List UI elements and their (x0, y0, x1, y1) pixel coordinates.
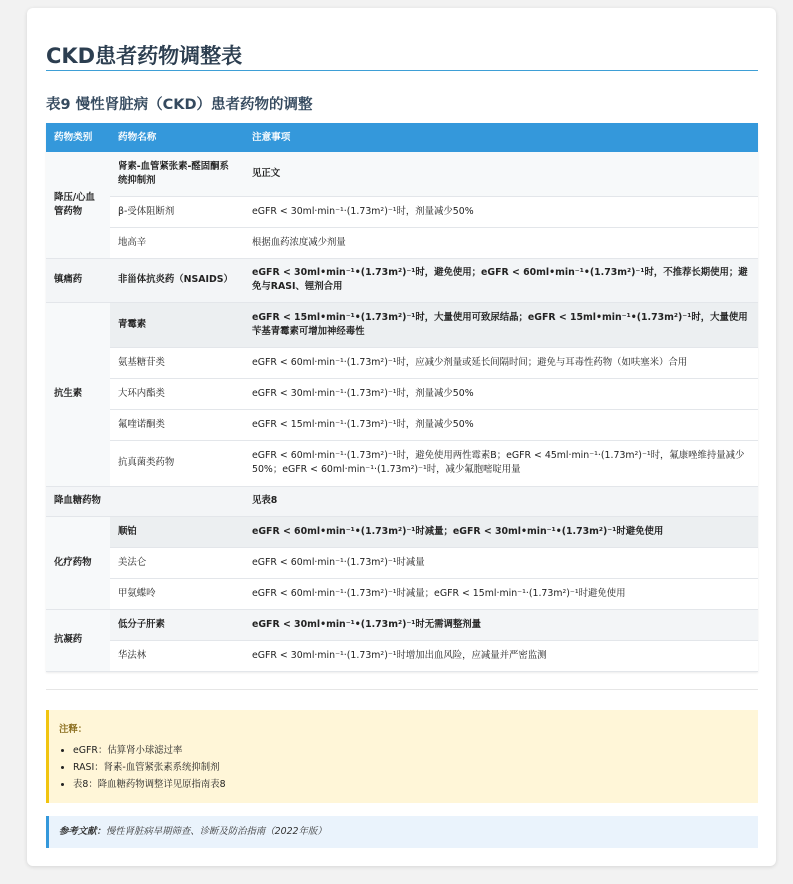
note-cell: 根据血药浓度减少剂量 (244, 227, 758, 258)
header-drug-name: 药物名称 (110, 123, 244, 152)
table-row (46, 516, 758, 547)
drug-name-cell: 顺铂 (110, 516, 244, 547)
drug-name-cell: 美法仑 (110, 547, 244, 578)
note-cell: eGFR < 30ml•min⁻¹•(1.73m²)⁻¹时无需调整剂量 (244, 609, 758, 640)
note-cell: 见正文 (244, 152, 758, 196)
drug-name-cell: 低分子肝素 (110, 609, 244, 640)
category-cell: 降压/心血管药物 (46, 152, 110, 258)
table-row (46, 640, 758, 671)
section-divider (46, 689, 758, 690)
table-row (46, 196, 758, 227)
category-cell: 抗生素 (46, 302, 110, 486)
reference-text: 慢性肾脏病早期筛查、诊断及防治指南（2022年版） (105, 826, 327, 837)
drug-name-cell: 氟喹诺酮类 (110, 409, 244, 440)
table-row (46, 227, 758, 258)
note-cell: eGFR < 15ml•min⁻¹•(1.73m²)⁻¹时，大量使用可致尿结晶；eGFR < 15ml•min⁻¹•(1.73m²)⁻¹时，大量使用苄基青霉素可增加神经毒性 (244, 302, 758, 347)
category-cell: 镇痛药 (46, 258, 110, 302)
notes-title: 注释： (59, 724, 88, 735)
drug-name-cell: 非甾体抗炎药（NSAIDS） (110, 258, 244, 302)
table-row (46, 486, 758, 516)
note-cell: eGFR < 30ml•min⁻¹•(1.73m²)⁻¹时，避免使用；eGFR < 60ml•min⁻¹•(1.73m²)⁻¹时，不推荐长期使用；避免与RASI、锂剂合用 (244, 258, 758, 302)
table-row (46, 347, 758, 378)
content-card (27, 8, 776, 866)
table-row (46, 152, 758, 196)
note-cell: eGFR < 60ml·min⁻¹·(1.73m²)⁻¹时，避免使用两性霉素B；eGFR < 45ml·min⁻¹·(1.73m²)⁻¹时，氟康唑维持量减少50%；eGFR < 60ml·min⁻¹·(1.73m²)⁻¹时，减少氟胞嘧啶用量 (244, 440, 758, 486)
drug-name-cell: 肾素-血管紧张素-醛固酮系统抑制剂 (110, 152, 244, 196)
drug-name-cell: 青霉素 (110, 302, 244, 347)
note-cell: eGFR < 30ml·min⁻¹·(1.73m²)⁻¹时，剂量减少50% (244, 378, 758, 409)
note-item: • eGFR：估算肾小球滤过率 (73, 742, 758, 756)
category-cell: 降血糖药物 (46, 486, 110, 516)
table-row (46, 302, 758, 347)
category-cell: 化疗药物 (46, 516, 110, 609)
drug-name-cell: β-受体阻断剂 (110, 196, 244, 227)
note-cell: eGFR < 60ml·min⁻¹·(1.73m²)⁻¹时减量；eGFR < 15ml·min⁻¹·(1.73m²)⁻¹时避免使用 (244, 578, 758, 609)
category-cell: 抗凝药 (46, 609, 110, 671)
drug-name-cell: 大环内酯类 (110, 378, 244, 409)
notes-box (46, 710, 758, 803)
drug-name-cell: 甲氨蝶呤 (110, 578, 244, 609)
table-row (46, 440, 758, 486)
note-item: • RASI：肾素-血管紧张素系统抑制剂 (73, 759, 758, 773)
drug-name-cell (110, 486, 244, 516)
note-cell: eGFR < 60ml•min⁻¹•(1.73m²)⁻¹时减量；eGFR < 30ml•min⁻¹•(1.73m²)⁻¹时避免使用 (244, 516, 758, 547)
drug-name-cell: 抗真菌类药物 (110, 440, 244, 486)
note-cell: eGFR < 15ml·min⁻¹·(1.73m²)⁻¹时，剂量减少50% (244, 409, 758, 440)
page-title: CKD患者药物调整表 (46, 44, 243, 68)
drug-name-cell: 华法林 (110, 640, 244, 671)
note-item: • 表8：降血糖药物调整详见原指南表8 (73, 776, 758, 790)
reference-label: 参考文献： (59, 826, 106, 837)
table-row (46, 578, 758, 609)
note-cell: eGFR < 60ml·min⁻¹·(1.73m²)⁻¹时减量 (244, 547, 758, 578)
table-row (46, 258, 758, 302)
table-row (46, 378, 758, 409)
table-header-row (46, 123, 758, 152)
header-category: 药物类别 (46, 123, 110, 152)
note-cell: eGFR < 30ml·min⁻¹·(1.73m²)⁻¹时增加出血风险，应减量并严密监测 (244, 640, 758, 671)
notes-list (59, 742, 758, 790)
drug-name-cell: 地高辛 (110, 227, 244, 258)
drug-name-cell: 氨基糖苷类 (110, 347, 244, 378)
table-title: 表9 慢性肾脏病（CKD）患者药物的调整 (46, 97, 313, 113)
reference-box (46, 816, 758, 848)
note-cell: eGFR < 60ml·min⁻¹·(1.73m²)⁻¹时，应减少剂量或延长间隔时间；避免与耳毒性药物（如呋塞米）合用 (244, 347, 758, 378)
drug-adjustment-table (46, 123, 758, 672)
title-divider (46, 70, 758, 71)
table-row (46, 547, 758, 578)
table-row (46, 609, 758, 640)
note-cell: 见表8 (244, 486, 758, 516)
note-cell: eGFR < 30ml·min⁻¹·(1.73m²)⁻¹时，剂量减少50% (244, 196, 758, 227)
header-notes: 注意事项 (244, 123, 758, 152)
table-row (46, 409, 758, 440)
